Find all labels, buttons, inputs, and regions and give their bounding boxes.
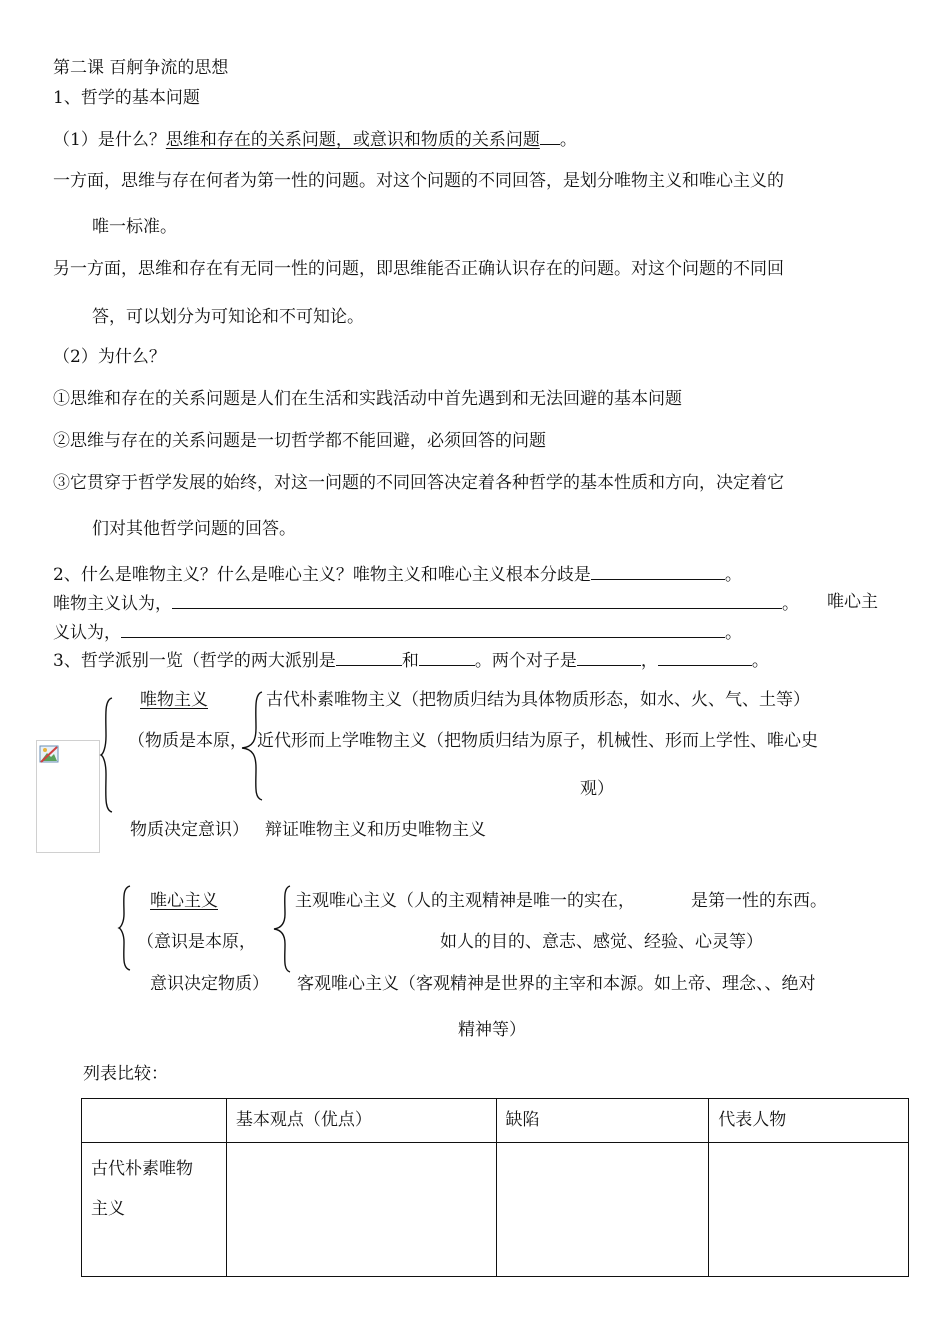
header-cell-empty (82, 1099, 227, 1143)
broken-image-placeholder (36, 740, 100, 853)
idealism-view-label-b: 义认为， (53, 623, 121, 643)
materialism-definition-b: 物质决定意识） (130, 820, 249, 840)
section-3-text-a: 3、哲学派别一览（哲学的两大派别是 (53, 651, 336, 671)
materialism-outer-brace (100, 696, 114, 814)
question-2: （2）为什么？ (53, 347, 166, 367)
subjective-idealism-line-b: 如人的目的、意志、感觉、经验、心灵等） (440, 932, 763, 952)
question-1-end: 。 (559, 130, 577, 150)
section-2-line-1-end: 。 (724, 565, 742, 585)
objective-idealism-line-a: 客观唯心主义（客观精神是世界的主宰和本源。如上帝、理念、、绝对 (297, 974, 816, 994)
section-3-text-d: ， (640, 651, 658, 671)
fill-blank-idealism-view[interactable] (121, 621, 725, 638)
reason-1: ①思维和存在的关系问题是人们在生活和实践活动中首先遇到和无法回避的基本问题 (53, 389, 682, 409)
question-1-answer: 思维和存在的关系问题，或意识和物质的关系问题 (165, 130, 540, 150)
section-2-line-2 (53, 592, 799, 614)
fill-blank-school-1[interactable] (336, 649, 402, 666)
idealism-outer-brace (118, 884, 132, 972)
idealism-definition-b: 意识决定物质） (150, 974, 269, 994)
section-1-heading: 1、哲学的基本问题 (53, 88, 200, 108)
reason-3-line-a: ③它贯穿于哲学发展的始终，对这一问题的不同回答决定着各种哲学的基本性质和方向，决定着它 (53, 473, 784, 493)
answer-blank (540, 128, 560, 145)
table-header-row (82, 1099, 909, 1143)
header-cell-defects: 缺陷 (496, 1099, 709, 1143)
subjective-idealism-line-a: 主观唯心主义（人的主观精神是唯一的实在， (295, 891, 635, 911)
section-2-line-3 (53, 621, 742, 643)
objective-idealism-line-b: 精神等） (458, 1020, 526, 1040)
aspect-2-line-a: 另一方面，思维和存在有无同一性的问题，即思维能否正确认识存在的问题。对这个问题的不同回 (53, 259, 784, 279)
aspect-1-line-a: 一方面，思维与存在何者为第一性的问题。对这个问题的不同回答，是划分唯物主义和唯心主义的 (53, 171, 784, 191)
section-3-line (53, 649, 769, 671)
materialism-name: 唯物主义 (140, 690, 208, 710)
fill-blank-pair-1[interactable] (577, 649, 641, 666)
fill-blank-divergence[interactable] (591, 563, 725, 580)
reason-3-line-b: 们对其他哲学问题的回答。 (92, 519, 296, 539)
idealism-name: 唯心主义 (150, 891, 218, 911)
section-2-question: 2、什么是唯物主义？什么是唯心主义？唯物主义和唯心主义根本分歧是 (53, 565, 591, 585)
aspect-1-line-b: 唯一标准。 (92, 217, 177, 237)
materialism-view-label: 唯物主义认为， (53, 594, 172, 614)
section-2-line-1 (53, 563, 742, 585)
cell-basic-view[interactable] (226, 1143, 496, 1277)
comparison-table (81, 1098, 909, 1277)
comparison-caption: 列表比较： (83, 1064, 168, 1084)
idealism-inner-brace (272, 884, 292, 974)
question-1-prefix: （1）是什么？ (53, 130, 166, 150)
section-3-text-b: 和 (401, 651, 419, 671)
modern-materialism-line-a: 近代形而上学唯物主义（把物质归结为原子，机械性、形而上学性、唯心史 (257, 731, 818, 751)
ancient-materialism: 古代朴素唯物主义（把物质归结为具体物质形态，如水、火、气、土等） (266, 690, 810, 710)
row-label-ancient-materialism (82, 1143, 227, 1277)
fill-blank-pair-2[interactable] (658, 649, 752, 666)
section-2-line-2-end: 。 (782, 594, 799, 614)
dialectical-materialism: 辩证唯物主义和历史唯物主义 (265, 820, 486, 840)
cell-representatives[interactable] (709, 1143, 909, 1277)
header-cell-representatives: 代表人物 (709, 1099, 909, 1143)
page-title: 第二课 百舸争流的思想 (53, 58, 229, 78)
cell-defects[interactable] (496, 1143, 709, 1277)
question-1 (53, 128, 577, 150)
row-label-line-a: 古代朴素唯物 (91, 1159, 193, 1179)
broken-image-icon (39, 745, 59, 763)
section-3-text-e: 。 (751, 651, 769, 671)
fill-blank-school-2[interactable] (419, 649, 475, 666)
reason-2: ②思维与存在的关系问题是一切哲学都不能回避，必须回答的问题 (53, 431, 546, 451)
header-cell-basic-view: 基本观点（优点） (226, 1099, 496, 1143)
modern-materialism-line-b: 观） (580, 779, 614, 799)
aspect-2-line-b: 答，可以划分为可知论和不可知论。 (92, 307, 364, 327)
subjective-idealism-line-a2: 是第一性的东西。 (691, 891, 827, 911)
section-3-text-c: 。两个对子是 (474, 651, 577, 671)
idealism-view-label-a: 唯心主 (827, 592, 878, 612)
materialism-definition-a: （物质是本原， (128, 731, 247, 751)
idealism-definition-a: （意识是本原， (137, 932, 256, 952)
row-label-line-b: 主义 (91, 1199, 125, 1219)
table-row (82, 1143, 909, 1277)
section-2-line-3-end: 。 (725, 623, 742, 643)
fill-blank-materialism-view[interactable] (172, 592, 782, 609)
